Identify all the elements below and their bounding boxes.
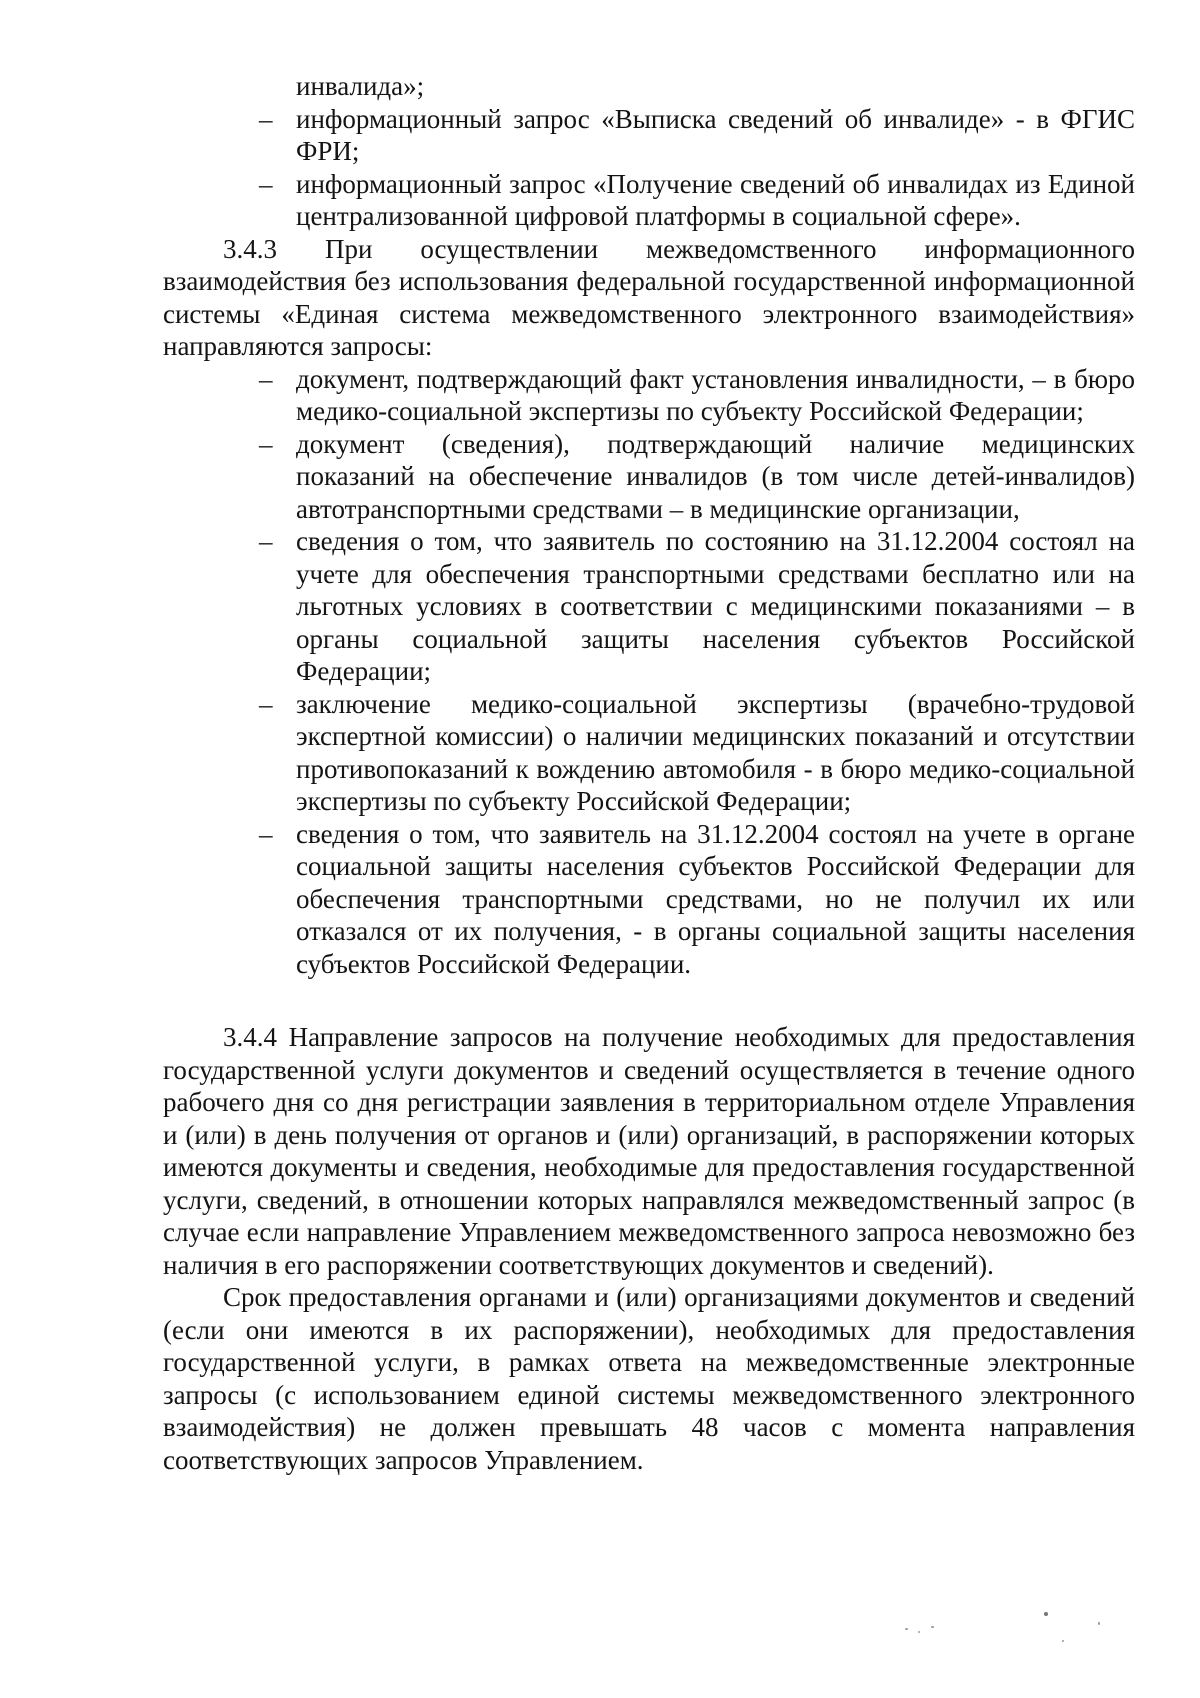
- request-list-fgis: [163, 103, 1135, 233]
- dash-marker: –: [259, 168, 273, 199]
- continued-text: инвалида»;: [296, 71, 425, 101]
- list-item-text: сведения о том, что заявитель по состоянию на 31.12.2004 состоял на учете для обеспечения транспортными средствами бесплатно или на льготных условиях в соответствии с медицинскими показаниями – в органы социальной защиты населения субъектов Российской Федерации;: [296, 526, 1135, 686]
- request-list-without-smev: [163, 363, 1135, 981]
- list-item-text: заключение медико-социальной экспертизы (врачебно-трудовой экспертной комиссии) о наличии медицинских показаний и отсутствии противопоказаний к вождению автомобиля - в бюро медико-социальной экспертизы по субъекту Российской Федерации;: [296, 688, 1135, 816]
- list-item: [259, 688, 1135, 818]
- list-item-text: сведения о том, что заявитель на 31.12.2004 состоял на учете в органе социальной защиты населения субъектов Российской Федерации для обеспечения транспортными средствами, но не получил их или отказался от их получения, - в органы социальной защиты населения субъектов Российской Федерации.: [296, 818, 1135, 979]
- dash-marker: –: [259, 428, 273, 459]
- list-item-text: информационный запрос «Получение сведений об инвалидах из Единой централизованной цифровой платформы в социальной сфере».: [296, 168, 1135, 231]
- list-item: [259, 363, 1135, 428]
- list-item: [259, 168, 1135, 233]
- paragraph-spacer: [163, 980, 1135, 1021]
- list-item: [259, 818, 1135, 981]
- list-item: [259, 428, 1135, 526]
- list-item-text: информационный запрос «Выписка сведений об инвалиде» - в ФГИС ФРИ;: [296, 103, 1135, 166]
- paragraph-3-4-3: 3.4.3 При осуществлении межведомственного информационного взаимодействия без использования федеральной государственной информационной системы «Единая система межведомственного электронного взаимодействия» направляются запросы:: [163, 233, 1135, 361]
- paragraph-response-term: Срок предоставления органами и (или) организациями документов и сведений (если они имеются в их распоряжении), необходимых для предоставления государственной услуги, в рамках ответа на межведомственные электронные запросы (с использованием единой системы межведомственного электронного взаимодействия) не должен превышать 48 часов с момента направления соответствующих запросов Управлением.: [163, 1282, 1135, 1475]
- scan-speck: [1044, 1612, 1048, 1616]
- list-item-text: документ, подтверждающий факт установления инвалидности, – в бюро медико-социальной экспертизы по субъекту Российской Федерации;: [296, 363, 1135, 426]
- dash-marker: –: [259, 526, 273, 556]
- scan-speck: [1062, 1640, 1064, 1642]
- scan-speck: [905, 1628, 908, 1630]
- list-item: [259, 525, 1135, 688]
- paragraph-3-4-4: 3.4.4 Направление запросов на получение необходимых для предоставления государственной услуги документов и сведений осуществляется в течение одного рабочего дня со дня регистрации заявления в территориальном отделе Управления и (или) в день получения от органов и (или) организаций, в распоряжении которых имеются документы и сведения, необходимые для предоставления государственной услуги, сведений, в отношении которых направлялся межведомственный запрос (в случае если направление Управлением межведомственного запроса невозможно без наличия в его распоряжении соответствующих документов и сведений).: [163, 1022, 1135, 1280]
- scan-speck: [1098, 1622, 1100, 1625]
- list-item: [259, 103, 1135, 168]
- dash-marker: –: [259, 688, 273, 719]
- dash-marker: –: [259, 363, 273, 394]
- list-item-text: документ (сведения), подтверждающий наличие медицинских показаний на обеспечение инвалидов (в том числе детей-инвалидов) автотранспортными средствами – в медицинские организации,: [296, 428, 1135, 524]
- dash-marker: –: [259, 103, 273, 134]
- dash-marker: –: [259, 818, 273, 849]
- scan-speck: [931, 1626, 934, 1628]
- scan-speck: [918, 1631, 920, 1633]
- document-body: [163, 70, 1135, 1476]
